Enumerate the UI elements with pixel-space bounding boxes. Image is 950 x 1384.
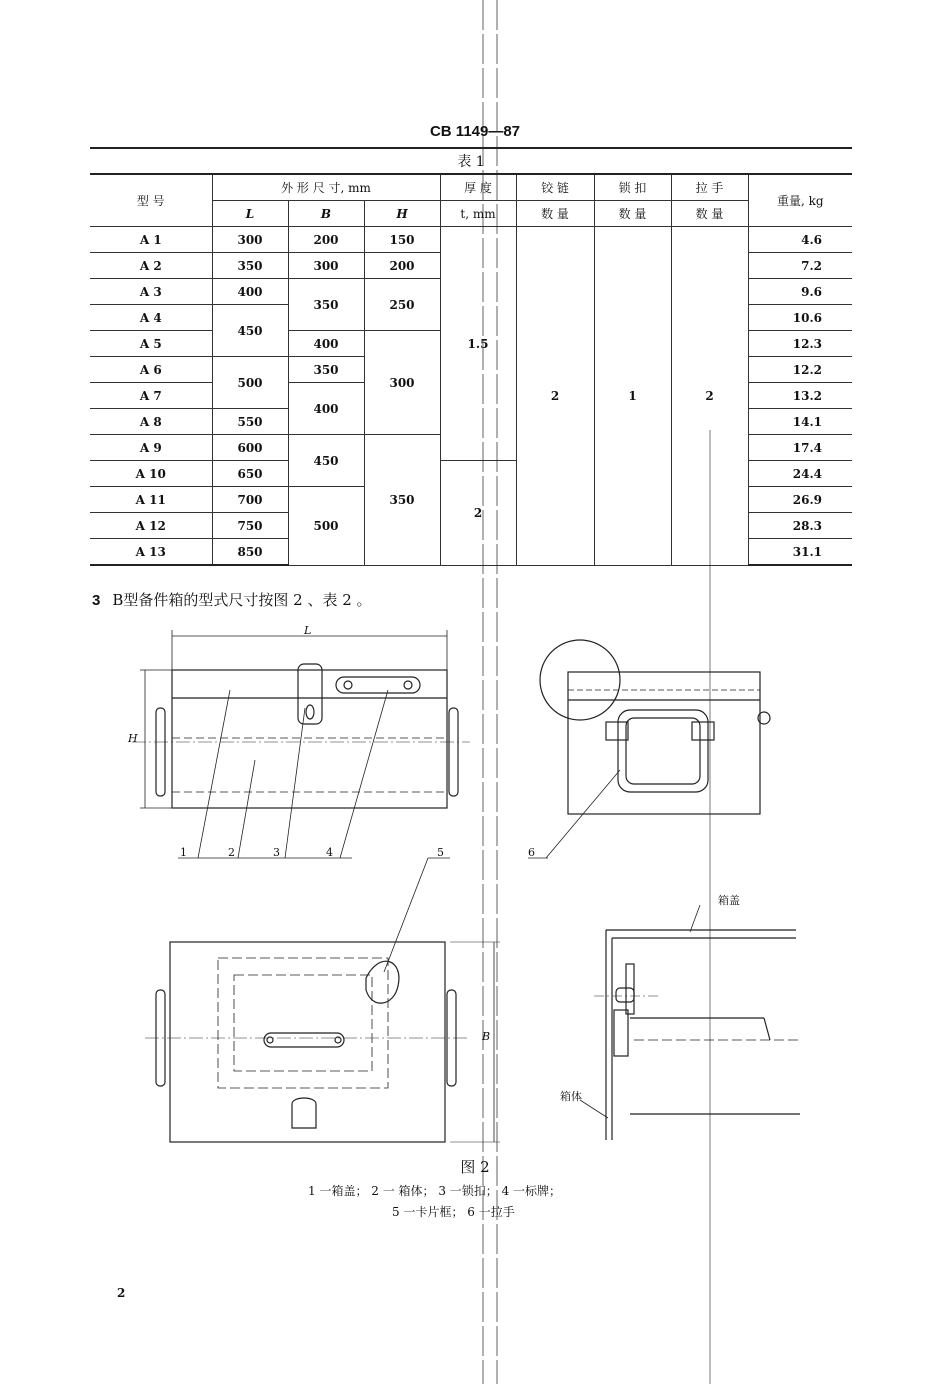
- H-cell: 150: [364, 227, 440, 253]
- B-cell: 200: [288, 227, 364, 253]
- model-cell: A 4: [90, 305, 212, 331]
- weight-cell: 12.2: [748, 357, 852, 383]
- top-view: [145, 858, 500, 1142]
- L-cell: 850: [212, 539, 288, 566]
- weight-cell: 7.2: [748, 253, 852, 279]
- weight-cell: 31.1: [748, 539, 852, 566]
- L-cell: 500: [212, 357, 288, 409]
- header-model: 型 号: [90, 174, 212, 227]
- H-cell: 350: [364, 435, 440, 566]
- model-cell: A 5: [90, 331, 212, 357]
- weight-cell: 26.9: [748, 487, 852, 513]
- header-handle: 拉 手: [671, 174, 748, 201]
- weight-cell: 14.1: [748, 409, 852, 435]
- model-cell: A 11: [90, 487, 212, 513]
- clause-number: 3: [92, 592, 101, 609]
- document-code: CB 1149—87: [429, 123, 521, 140]
- header-dims: 外 形 尺 寸, mm: [212, 174, 440, 201]
- weight-cell: 4.6: [748, 227, 852, 253]
- model-cell: A 10: [90, 461, 212, 487]
- label-lid: 箱盖: [718, 894, 740, 907]
- B-cell: 300: [288, 253, 364, 279]
- H-cell: 200: [364, 253, 440, 279]
- L-cell: 650: [212, 461, 288, 487]
- weight-cell: 10.6: [748, 305, 852, 331]
- model-cell: A 3: [90, 279, 212, 305]
- lock-count-cell: 1: [594, 227, 671, 566]
- model-cell: A 2: [90, 253, 212, 279]
- header-weight: 重量, kg: [748, 174, 852, 227]
- model-cell: A 9: [90, 435, 212, 461]
- L-cell: 750: [212, 513, 288, 539]
- callout-1: 1: [180, 846, 187, 859]
- L-cell: 300: [212, 227, 288, 253]
- section-detail: [580, 905, 800, 1140]
- header-thickness: 厚 度: [440, 174, 516, 201]
- label-body: 箱体: [560, 1090, 582, 1103]
- B-cell: 500: [288, 487, 364, 566]
- dim-H-label: H: [128, 732, 138, 745]
- L-cell: 700: [212, 487, 288, 513]
- dim-B-label: B: [482, 1030, 491, 1043]
- weight-cell: 13.2: [748, 383, 852, 409]
- figure-legend-line-1: 1 一箱盖； 2 一 箱体； 3 一锁扣； 4 一标牌；: [308, 1184, 562, 1198]
- header-L: L: [212, 201, 288, 227]
- header-hinge: 铰 链: [516, 174, 594, 201]
- header-hinge-sub: 数 量: [516, 201, 594, 227]
- callout-6: 6: [528, 846, 535, 859]
- model-cell: A 6: [90, 357, 212, 383]
- weight-cell: 12.3: [748, 331, 852, 357]
- hinge-count-cell: 2: [516, 227, 594, 566]
- thickness-cell: 2: [440, 461, 516, 566]
- front-view: [132, 630, 470, 858]
- callout-2: 2: [228, 846, 235, 859]
- L-cell: 400: [212, 279, 288, 305]
- H-cell: 250: [364, 279, 440, 331]
- weight-cell: 28.3: [748, 513, 852, 539]
- weight-cell: 17.4: [748, 435, 852, 461]
- header-lock-sub: 数 量: [594, 201, 671, 227]
- header-handle-sub: 数 量: [671, 201, 748, 227]
- page-number: 2: [117, 1286, 126, 1300]
- model-cell: A 8: [90, 409, 212, 435]
- callout-4: 4: [326, 846, 333, 859]
- L-cell: 350: [212, 253, 288, 279]
- model-cell: A 1: [90, 227, 212, 253]
- header-B: B: [288, 201, 364, 227]
- clause-text: B型备件箱的型式尺寸按图 2 、表 2 。: [112, 591, 372, 609]
- header-H: H: [364, 201, 440, 227]
- weight-cell: 24.4: [748, 461, 852, 487]
- L-cell: 550: [212, 409, 288, 435]
- B-cell: 350: [288, 357, 364, 383]
- callout-5: 5: [437, 846, 444, 859]
- thickness-cell: 1.5: [440, 227, 516, 461]
- B-cell: 350: [288, 279, 364, 331]
- L-cell: 600: [212, 435, 288, 461]
- weight-cell: 9.6: [748, 279, 852, 305]
- B-cell: 400: [288, 383, 364, 435]
- figure-legend-line-2: 5 一卡片框； 6 一拉手: [392, 1205, 515, 1219]
- header-lock: 锁 扣: [594, 174, 671, 201]
- table-caption: 表 1: [90, 148, 852, 174]
- handle-count-cell: 2: [671, 227, 748, 566]
- callout-3: 3: [273, 846, 280, 859]
- H-cell: 300: [364, 331, 440, 435]
- B-cell: 450: [288, 435, 364, 487]
- B-cell: 400: [288, 331, 364, 357]
- model-cell: A 13: [90, 539, 212, 566]
- side-view: [528, 640, 770, 858]
- header-thickness-unit: t, mm: [440, 201, 516, 227]
- model-cell: A 7: [90, 383, 212, 409]
- figure-caption: 图 2: [460, 1158, 490, 1176]
- L-cell: 450: [212, 305, 288, 357]
- dim-L-label: L: [304, 624, 312, 637]
- model-cell: A 12: [90, 513, 212, 539]
